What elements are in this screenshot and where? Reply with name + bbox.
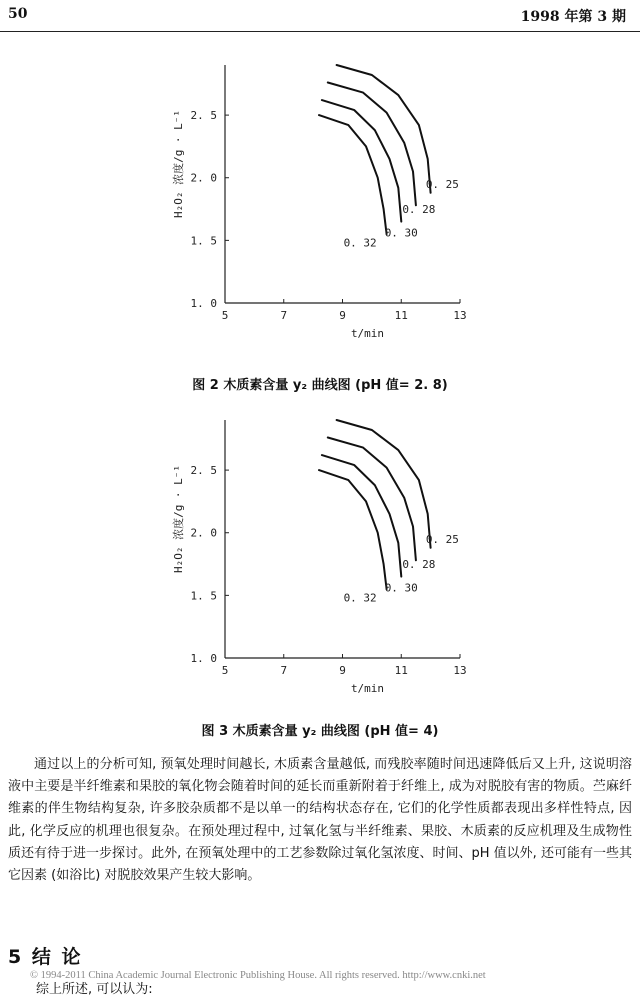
y-axis-title: H₂O₂ 浓度/g · L⁻¹ — [172, 464, 185, 574]
section-heading-conclusion: 5 结 论 — [8, 946, 83, 968]
curve-label: 0. 25 — [425, 177, 459, 191]
summary-line: 综上所述, 可以认为: — [36, 982, 153, 997]
figure-3-chart — [150, 410, 490, 710]
figure-2-chart — [150, 55, 490, 355]
y-tick-label: 1. 5 — [190, 234, 217, 248]
copyright-watermark: © 1994-2011 China Academic Journal Electronic Publishing House. All rights reserved. http://www.cnki.net — [30, 970, 486, 981]
x-tick-label: 5 — [221, 664, 229, 677]
figure-2 — [150, 55, 490, 355]
figure-2-caption: 图 2 木质素含量 y₂ 曲线图 (pH 值= 2. 8) — [192, 378, 448, 393]
x-tick-label: 11 — [394, 664, 408, 677]
y-tick-label: 1. 5 — [190, 589, 217, 603]
x-tick-label: 9 — [339, 309, 346, 322]
x-tick-label: 13 — [453, 664, 467, 677]
journal-issue: 1998 年第 3 期 — [520, 9, 626, 25]
body-paragraph: 通过以上的分析可知, 预氧处理时间越长, 木质素含量越低, 而残胶率随时间迅速降低后又上升, 这说明溶液中主要是半纤维素和果胶的氧化物会随着时间的延长而重新附着于纤维上, 成为对脱胶有害的物质。苎麻纤维素的伴生物结构复杂, 许多胶杂质都不是以单一的结构状态存在, 它们的化学性质都表现出多样性特点, 因此, 化学反应的机理也很复杂。在预处理过程中, 过氧化氢与半纤维素、果胶、木质素的反应机理及生成物性质还有待于进一步探讨。此外, 在预氧处理中的工艺参数除过氧化氢浓度、时间、pH 值以外, 还可能有一些其它因素 (如浴比) 对脱胶效果产生较大影响。 — [8, 757, 632, 884]
page-number: 50 — [8, 6, 28, 22]
y-tick-label: 2. 0 — [190, 171, 217, 185]
x-tick-label: 13 — [453, 309, 467, 322]
y-tick-label: 2. 5 — [190, 109, 217, 123]
curve-label: 0. 32 — [343, 236, 377, 250]
curve-label: 0. 28 — [402, 202, 436, 216]
y-axis-title: H₂O₂ 浓度/g · L⁻¹ — [172, 109, 185, 219]
curve-label: 0. 30 — [384, 581, 418, 595]
x-axis-title: t/min — [350, 327, 385, 340]
figure-3 — [150, 410, 490, 710]
figure-3-caption: 图 3 木质素含量 y₂ 曲线图 (pH 值= 4) — [201, 724, 439, 739]
x-tick-label: 11 — [394, 309, 408, 322]
y-tick-label: 1. 0 — [190, 652, 217, 665]
x-tick-label: 7 — [280, 664, 288, 677]
y-tick-label: 2. 0 — [190, 526, 217, 540]
curve-label: 0. 30 — [384, 226, 418, 240]
header-rule — [0, 31, 640, 32]
x-axis-title: t/min — [350, 682, 385, 695]
x-tick-label: 5 — [221, 309, 229, 322]
y-tick-label: 1. 0 — [190, 297, 217, 310]
curve-label: 0. 28 — [402, 557, 436, 571]
y-tick-label: 2. 5 — [190, 464, 217, 478]
curve-label: 0. 32 — [343, 591, 377, 605]
x-tick-label: 9 — [339, 664, 346, 677]
x-tick-label: 7 — [280, 309, 288, 322]
curve-label: 0. 25 — [425, 532, 459, 546]
